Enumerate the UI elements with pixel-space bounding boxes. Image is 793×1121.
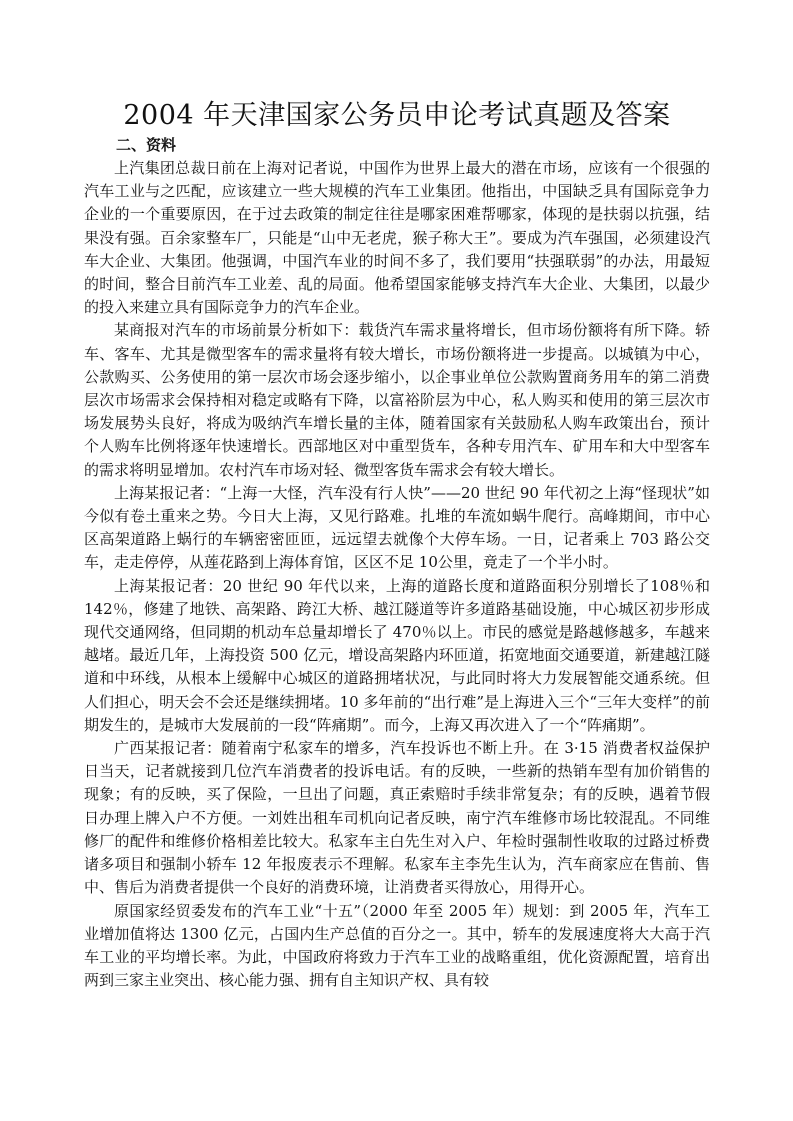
document-title: 2004 年天津国家公务员申论考试真题及答案 [123,100,671,131]
paragraph-3: 上海某报记者：“上海一大怪，汽车没有行人快”——20 世纪 90 年代初之上海“怪现状”如今似有卷土重来之势。今日大上海，又见行路难。扎堆的车流如蜗牛爬行。高峰期间，市中心区高架道路上蜗行的车辆密密匝匝，远远望去就像个大停车场。一日，记者乘上 703 路公交车，走走停停，从莲花路到上海体育馆，区区不足 10公里，竟走了一个半小时。 [84,483,710,572]
section-heading: 二、资料 [116,136,177,154]
paragraph-1: 上汽集团总裁日前在上海对记者说，中国作为世界上最大的潜在市场，应该有一个很强的汽车工业与之匹配，应该建立一些大规模的汽车工业集团。他指出，中国缺乏具有国际竞争力企业的一个重要原因，在于过去政策的制定往往是哪家困难帮哪家，体现的是扶弱以抗强，结果没有强。百余家整车厂，只能是“山中无老虎，猴子称大王”。要成为汽车强国，必须建设汽车大企业、大集团。他强调，中国汽车业的时间不多了，我们要用“扶强联弱”的办法，用最短的时间，整合目前汽车工业差、乱的局面。他希望国家能够支持汽车大企业、大集团，以最少的投入来建立具有国际竞争力的汽车企业。 [84,159,710,317]
paragraph-6: 原国家经贸委发布的汽车工业“十五”（2000 年至 2005 年）规划：到 2005 年，汽车工业增加值将达 1300 亿元，占国内生产总值的百分之一。其中，轿车的发展速度将大大高于汽车工业的平均增长率。为此，中国政府将致力于汽车工业的战略重组，优化资源配置，培育出两到三家主业突出、核心能力强、拥有自主知识产权、具有较 [84,901,710,990]
paragraph-5: 广西某报记者：随着南宁私家车的增多，汽车投诉也不断上升。在 3·15 消费者权益保护日当天，记者就接到几位汽车消费者的投诉电话。有的反映，一些新的热销车型有加价销售的现象；有的反映，买了保险，一旦出了问题，真正索赔时手续非常复杂；有的反映，遇着节假日办理上牌入户不方便。一刘姓出租车司机向记者反映，南宁汽车维修市场比较混乱。不同维修厂的配件和维修价格相差比较大。私家车主白先生对入户、年检时强制性收取的过路过桥费诸多项目和强制小轿车 12 年报废表示不理解。私家车主李先生认为，汽车商家应在售前、售中、售后为消费者提供一个良好的消费环境，让消费者买得放心，用得开心。 [84,739,710,897]
document-page [84,98,710,992]
paragraph-4: 上海某报记者：20 世纪 90 年代以来，上海的道路长度和道路面积分别增长了108％和 142％，修建了地铁、高架路、跨江大桥、越江隧道等许多道路基础设施，中心城区初步形成现代交通网络，但同期的机动车总量却增长了 470％以上。市民的感觉是路越修越多，车越来越堵。最近几年，上海投资 500 亿元，增设高架路内环匝道，拓宽地面交通要道，新建越江隧道和中环线，从根本上缓解中心城区的道路拥堵状况，与此同时将大力发展智能交通系统。但人们担心，明天会不会还是继续拥堵。10 多年前的“出行难”是上海进入三个“三年大变样”的前期发生的，是城市大发展前的一段“阵痛期”。而今，上海又再次进入了一个“阵痛期”。 [84,576,710,734]
paragraph-2: 某商报对汽车的市场前景分析如下：载货汽车需求量将增长，但市场份额将有所下降。轿车、客车、尤其是微型客车的需求量将有较大增长，市场份额将进一步提高。以城镇为中心，公款购买、公务使用的第一层次市场会逐步缩小，以企事业单位公款购置商务用车的第二消费层次市场需求会保持相对稳定或略有下降，以富裕阶层为中心，私人购买和使用的第三层次市场发展势头良好，将成为吸纳汽车增长量的主体，随着国家有关鼓励私人购车政策出台，预计个人购车比例将逐年快速增长。西部地区对中重型货车，各种专用汽车、矿用车和大中型客车的需求将明显增加。农村汽车市场对轻、微型客货车需求会有较大增长。 [84,321,710,479]
